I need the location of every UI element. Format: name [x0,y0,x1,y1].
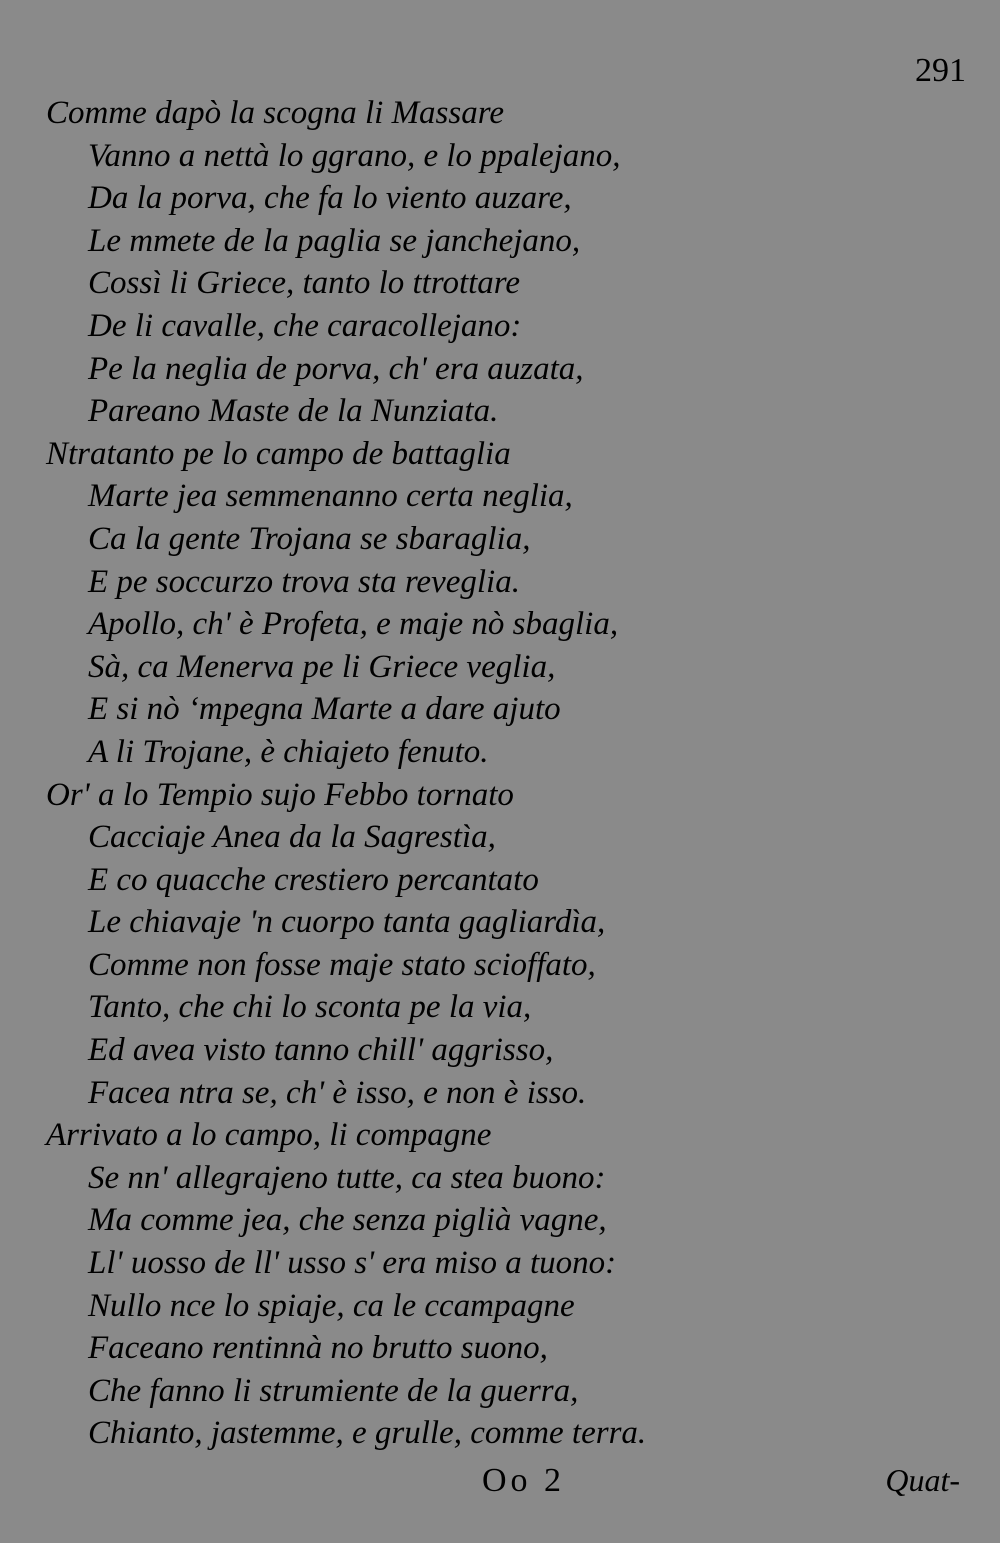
verse-line: E co quacche crestiero percantato [88,861,539,898]
verse-line: Cossì li Griece, tanto lo ttrottare [88,265,521,302]
verse-line: Marte jea semmenanno certa neglia, [88,478,573,515]
verse-line: Ed avea visto tanno chill' aggrisso, [88,1032,554,1069]
verse-line: De li cavalle, che caracollejano: [88,307,522,344]
page-number: 291 [915,52,966,89]
verse-line: E si nò ‘mpegna Marte a dare ajuto [88,691,561,728]
poem-text [46,92,946,1455]
verse-line: Che fanno li strumiente de la guerra, [88,1372,579,1409]
verse-line: Faceano rentinnà no brutto suono, [88,1330,548,1367]
verse-line: E pe soccurzo trova sta reveglia. [88,563,520,600]
verse-line: Cacciaje Anea da la Sagrestìa, [88,819,496,856]
catchword: Quat- [885,1462,960,1498]
verse-line: Nullo nce lo spiaje, ca le ccampagne [88,1287,575,1324]
verse-line: Comme non fosse maje stato scioffato, [88,946,596,983]
page-footer [0,1462,1000,1512]
verse-line: Sà, ca Menerva pe li Griece veglia, [88,648,556,685]
verse-line: Le mmete de la paglia se janchejano, [88,222,581,259]
verse-line: Ll' uosso de ll' usso s' era miso a tuono: [88,1245,617,1282]
verse-line: Pareano Maste de la Nunziata. [88,393,499,430]
printer-signature: Oo 2 [482,1462,566,1499]
verse-line: Chianto, jastemme, e grulle, comme terra. [88,1415,647,1452]
verse-line: Se nn' allegrajeno tutte, ca stea buono: [88,1159,606,1196]
verse-line: Comme dapò la scogna li Massare [46,95,505,131]
verse-line: Ma comme jea, che senza piglià vagne, [88,1202,607,1239]
verse-line: Arrivato a lo campo, li compagne [46,1117,492,1154]
verse-line: Facea ntra se, ch' è isso, e non è isso. [88,1074,587,1111]
verse-line: Ca la gente Trojana se sbaraglia, [88,520,531,557]
verse-line: Or' a lo Tempio sujo Febbo tornato [46,776,514,813]
verse-line: Pe la neglia de porva, ch' era auzata, [88,350,584,387]
verse-line: Apollo, ch' è Profeta, e maje nò sbaglia, [88,606,619,643]
verse-line: A li Trojane, è chiajeto fenuto. [88,733,489,770]
verse-line: Le chiavaje 'n cuorpo tanta gagliardìa, [88,904,606,941]
verse-line: Vanno a nettà lo ggrano, e lo ppalejano, [88,137,621,174]
verse-line: Tanto, che chi lo sconta pe la via, [88,989,532,1026]
verse-line: Ntratanto pe lo campo de battaglia [46,435,511,472]
verse-line: Da la porva, che fa lo viento auzare, [88,180,572,217]
